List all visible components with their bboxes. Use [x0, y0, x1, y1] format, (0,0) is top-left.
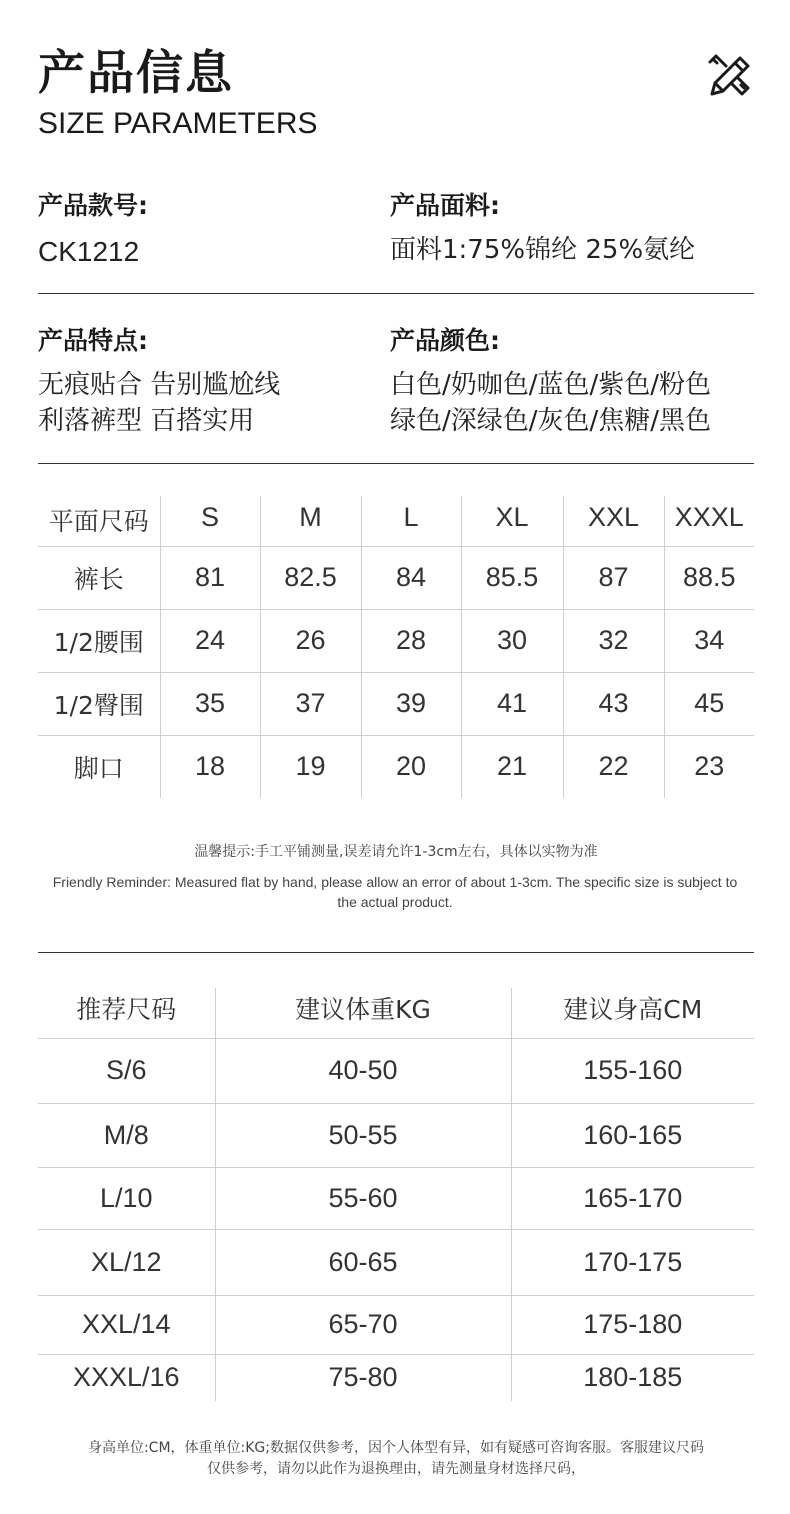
table-cell: 81 [160, 546, 260, 609]
table-header-cell: XL [461, 496, 563, 546]
info-row-2 [38, 325, 754, 445]
model-label: 产品款号: [38, 191, 148, 220]
table-cell: 43 [563, 672, 664, 735]
reminder-cn: 温馨提示:手工平铺测量,误差请允许1-3cm左右，具体以实物为准 [194, 844, 598, 860]
table-cell: 175-180 [511, 1295, 754, 1354]
table-row [38, 546, 754, 609]
table-cell: 65-70 [215, 1295, 511, 1354]
color-line-2: 绿色/深绿色/灰色/焦糖/黑色 [390, 406, 712, 436]
table-row [38, 609, 754, 672]
footer-line-2: 仅供参考，请勿以此作为退换理由，请先测量身材选择尺码， [207, 1461, 585, 1477]
color-label: 产品颜色: [390, 326, 500, 355]
table-row [38, 1354, 754, 1401]
recommendation-table [38, 988, 754, 1401]
feature-line-2: 利落裤型 百搭实用 [38, 406, 255, 436]
table-cell: 180-185 [511, 1354, 754, 1401]
table-cell: 60-65 [215, 1229, 511, 1295]
table-cell: 165-170 [511, 1167, 754, 1229]
table-row [38, 735, 754, 798]
table-header-row [38, 496, 754, 546]
table-header-cell: 建议身高CM [511, 988, 754, 1038]
table-row-label: 裤长 [38, 546, 160, 609]
table-cell: XL/12 [38, 1229, 215, 1295]
table-row-label: 1/2臀围 [38, 672, 160, 735]
table-cell: 18 [160, 735, 260, 798]
table-header-cell: 平面尺码 [38, 496, 160, 546]
table-cell: M/8 [38, 1103, 215, 1167]
table-cell: 82.5 [260, 546, 361, 609]
table-cell: 40-50 [215, 1038, 511, 1103]
table-row [38, 1038, 754, 1103]
table-header-row [38, 988, 754, 1038]
table-cell: 21 [461, 735, 563, 798]
table-row [38, 1103, 754, 1167]
table-cell: L/10 [38, 1167, 215, 1229]
fabric-value: 面料1:75%锦纶 25%氨纶 [390, 235, 696, 265]
divider [38, 463, 754, 464]
table-header-cell: 推荐尺码 [38, 988, 215, 1038]
table-cell: 160-165 [511, 1103, 754, 1167]
table-cell: 24 [160, 609, 260, 672]
table-cell: 88.5 [664, 546, 754, 609]
feature-line-1: 无痕贴合 告别尴尬线 [38, 370, 281, 400]
table-cell: 32 [563, 609, 664, 672]
pencil-ruler-icon [704, 50, 754, 100]
table-cell: 55-60 [215, 1167, 511, 1229]
page-title: 产品信息 [38, 46, 234, 101]
table-header-cell: S [160, 496, 260, 546]
table-cell: 45 [664, 672, 754, 735]
table-header-cell: L [361, 496, 461, 546]
table-cell: 84 [361, 546, 461, 609]
table-cell: 22 [563, 735, 664, 798]
table-cell: 34 [664, 609, 754, 672]
table-cell: 155-160 [511, 1038, 754, 1103]
table-cell: 50-55 [215, 1103, 511, 1167]
table-cell: 28 [361, 609, 461, 672]
table-cell: 41 [461, 672, 563, 735]
model-value: CK1212 [38, 236, 140, 267]
table-cell: 23 [664, 735, 754, 798]
table-row [38, 1167, 754, 1229]
table-cell: 170-175 [511, 1229, 754, 1295]
table-row-label: 脚口 [73, 753, 124, 783]
table-cell: 39 [361, 672, 461, 735]
size-table [38, 496, 754, 798]
table-cell: XXXL/16 [72, 1362, 180, 1393]
table-cell: S/6 [38, 1038, 215, 1103]
table-row-label: 1/2腰围 [38, 609, 160, 672]
table-cell: 20 [361, 735, 461, 798]
table-row [38, 672, 754, 735]
table-header-cell: XXXL [664, 496, 754, 546]
table-header-cell: M [260, 496, 361, 546]
table-cell: 19 [260, 735, 361, 798]
divider [38, 952, 754, 953]
table-cell: 85.5 [461, 546, 563, 609]
table-cell: 30 [461, 609, 563, 672]
reminder-en: Friendly Reminder: Measured flat by hand, please allow an error of about 1-3cm. The specific size is subject to the actual product. [52, 874, 738, 910]
table-header-cell: 建议体重KG [215, 988, 511, 1038]
table-cell: XXL/14 [38, 1295, 215, 1354]
header [38, 44, 754, 144]
page-subtitle: SIZE PARAMETERS [38, 107, 318, 140]
divider [38, 293, 754, 294]
footer-line-1: 身高单位:CM，体重单位:KG;数据仅供参考，因个人体型有异，如有疑感可咨询客服。客服建议尺码 [87, 1440, 705, 1456]
fabric-label: 产品面料: [390, 191, 500, 220]
table-header-cell: XXL [563, 496, 664, 546]
table-cell: 26 [260, 609, 361, 672]
table-cell: 75-80 [215, 1354, 511, 1401]
table-cell: 87 [563, 546, 664, 609]
info-row-1 [38, 190, 754, 280]
table-cell: 37 [260, 672, 361, 735]
feature-label: 产品特点: [38, 326, 148, 355]
table-row [38, 1229, 754, 1295]
color-line-1: 白色/奶咖色/蓝色/紫色/粉色 [390, 370, 712, 400]
table-row [38, 1295, 754, 1354]
table-cell: 35 [160, 672, 260, 735]
